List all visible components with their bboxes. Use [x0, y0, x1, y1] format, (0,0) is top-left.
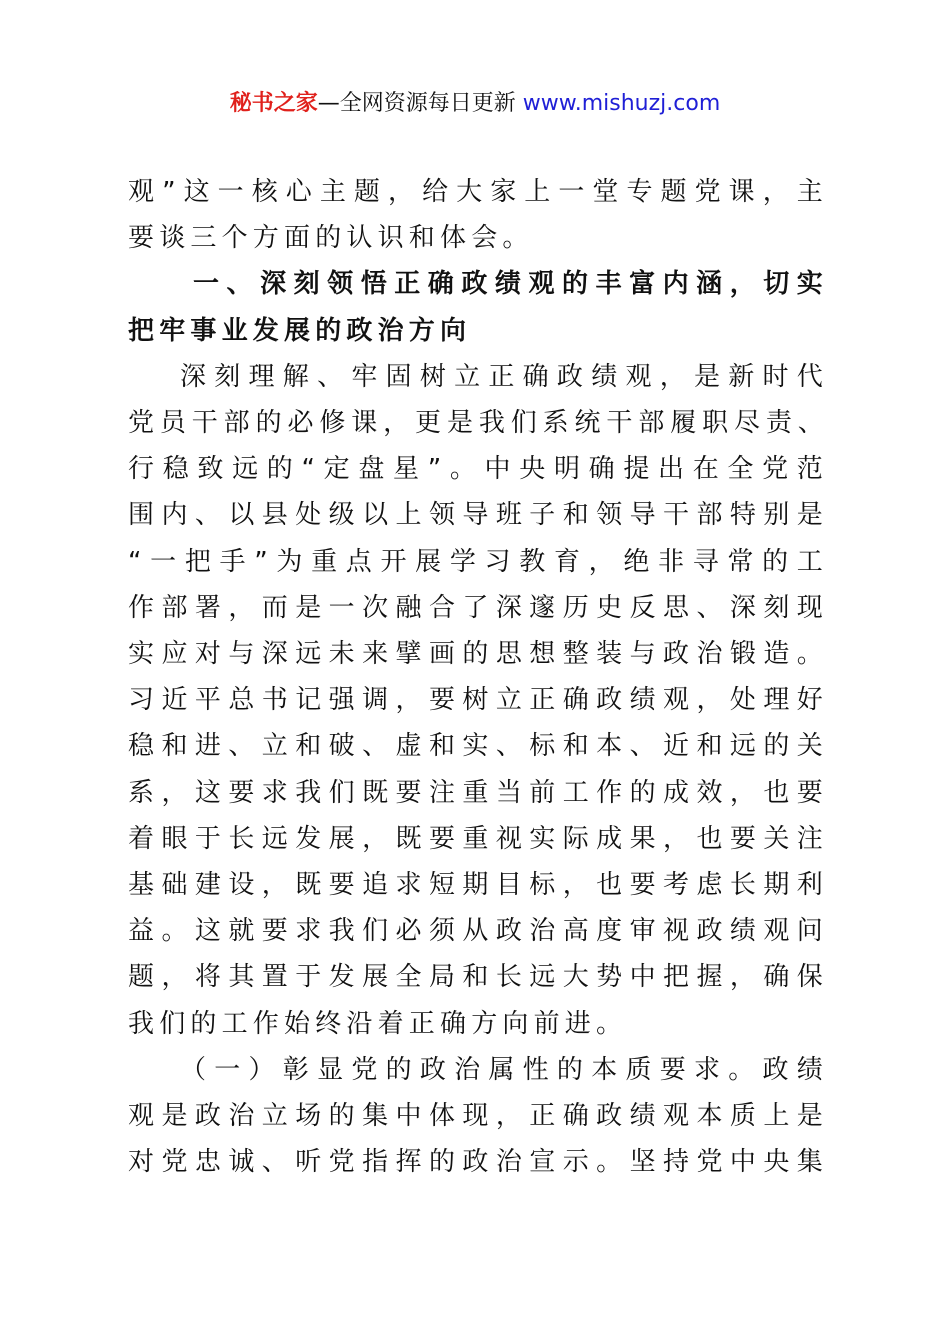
- text-line: 对党忠诚、听党指挥的政治宣示。坚持党中央集: [128, 1147, 828, 1178]
- subsection-line: （一）彰显党的政治属性的本质要求。政绩: [180, 1054, 828, 1085]
- text-line: 观”这一核心主题，给大家上一堂专题党课，主: [128, 177, 828, 207]
- document-body: [128, 169, 828, 1185]
- text-line: 着眼于长远发展，既要重视实际成果，也要关注: [128, 823, 828, 854]
- text-line: 作部署，而是一次融合了深邃历史反思、深刻现: [128, 592, 828, 623]
- text-line: 益。这就要求我们必须从政治高度审视政绩观问: [128, 916, 828, 947]
- text-line: 要谈三个方面的认识和体会。: [128, 223, 534, 254]
- text-line: 基础建设，既要追求短期目标，也要考虑长期利: [128, 870, 828, 901]
- text-line: 题，将其置于发展全局和长远大势中把握，确保: [128, 962, 828, 993]
- section-heading-line: 把牢事业发展的政治方向: [128, 315, 472, 346]
- text-line: 习近平总书记强调，要树立正确政绩观，处理好: [128, 685, 828, 716]
- site-tagline: —全网资源每日更新: [317, 91, 523, 116]
- text-line: “一把手”为重点开展学习教育，绝非寻常的工: [128, 546, 828, 577]
- text-line: 深刻理解、牢固树立正确政绩观，是新时代: [180, 361, 828, 392]
- text-line: 观是政治立场的集中体现，正确政绩观本质上是: [128, 1101, 828, 1132]
- site-brand: 秘书之家: [229, 91, 318, 116]
- text-line: 围内、以县处级以上领导班子和领导干部特别是: [128, 500, 828, 531]
- text-line: 我们的工作始终沿着正确方向前进。: [128, 1008, 628, 1039]
- text-line: 稳和进、立和破、虚和实、标和本、近和远的关: [128, 731, 828, 762]
- site-url-link[interactable]: www.mishuzj.com: [522, 91, 721, 116]
- text-line: 实应对与深远未来擘画的思想整装与政治锻造。: [128, 639, 828, 670]
- text-line: 党员干部的必修课，更是我们系统干部履职尽责、: [128, 408, 828, 439]
- site-header: [0, 88, 950, 120]
- text-line: 系，这要求我们既要注重当前工作的成效，也要: [128, 777, 828, 808]
- text-line: 行稳致远的“定盘星”。中央明确提出在全党范: [128, 454, 828, 485]
- section-heading-line: 一、深刻领悟正确政绩观的丰富内涵，切实: [193, 269, 828, 300]
